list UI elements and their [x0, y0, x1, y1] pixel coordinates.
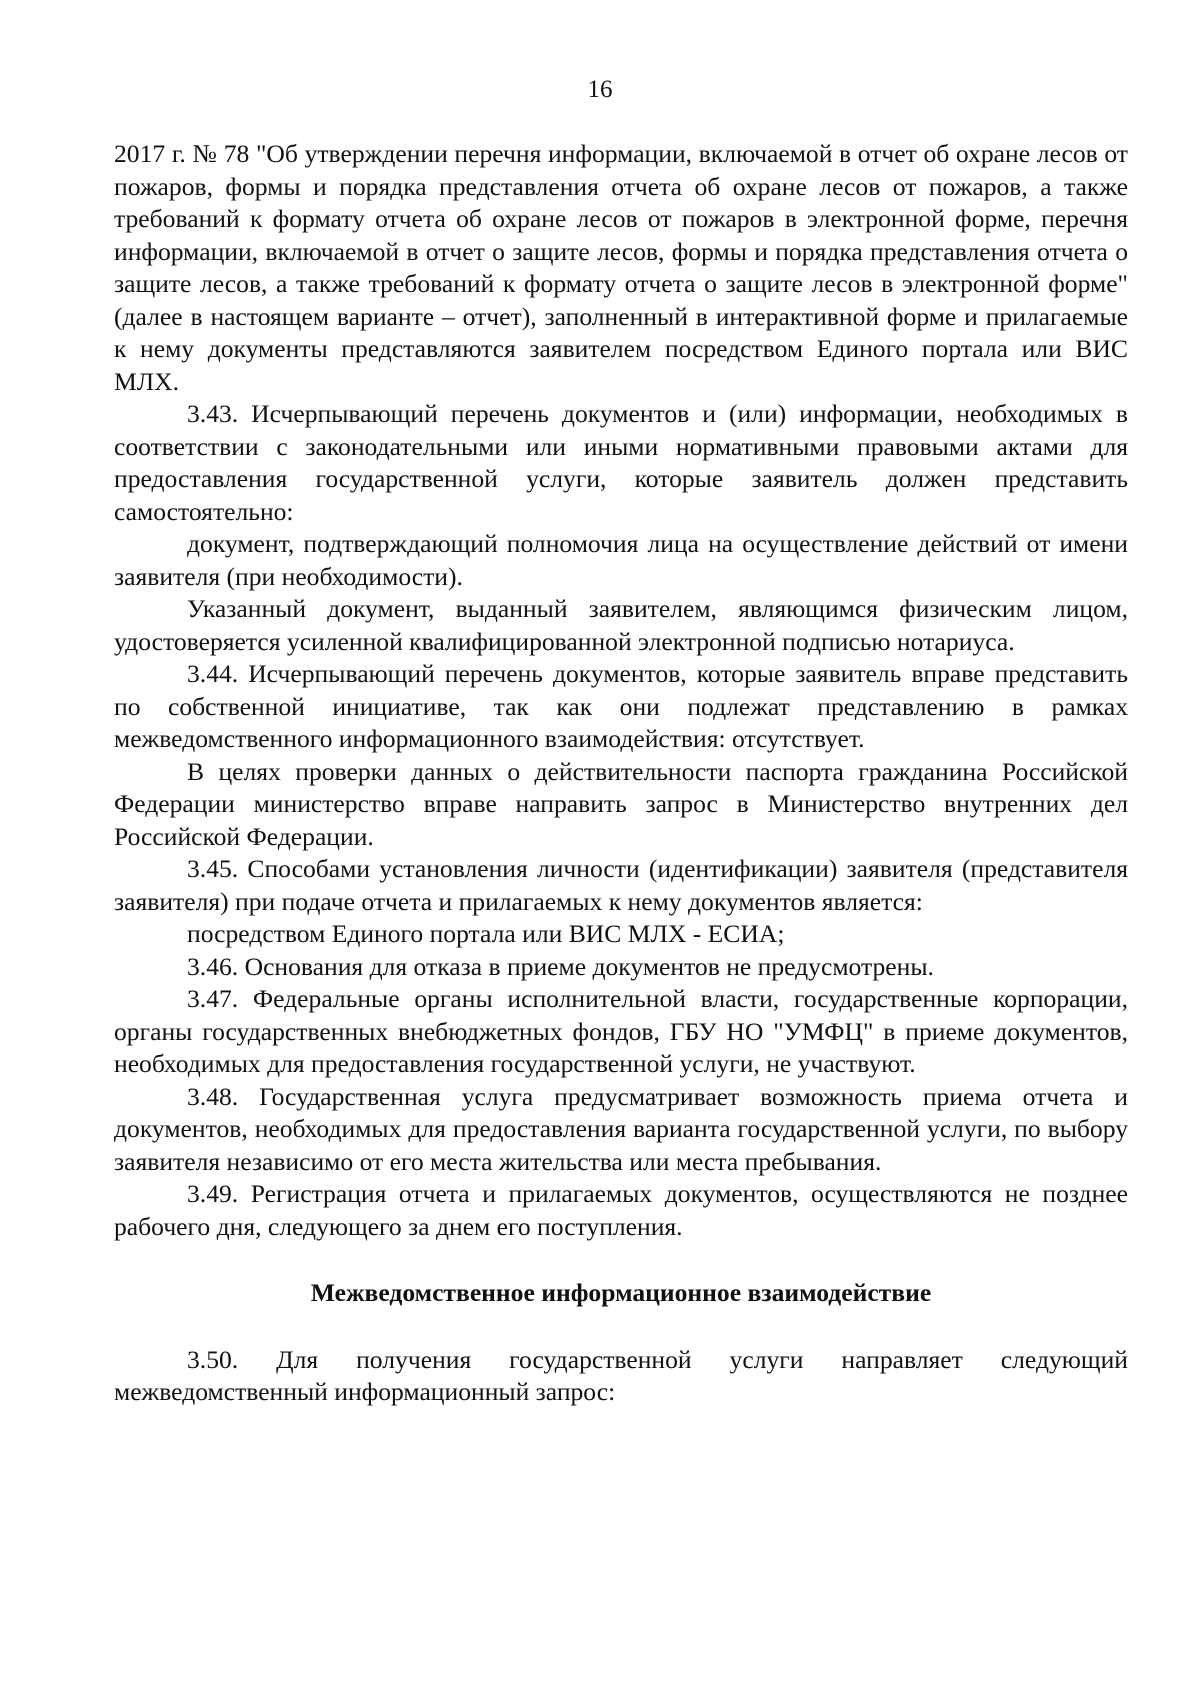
page-number: 16 [587, 76, 613, 103]
paragraph-continuation: 2017 г. № 78 "Об утверждении перечня информации, включаемой в отчет об охране лесов от пожаров, формы и порядка представления отчета об охране лесов от пожаров, а также требований к формату отчета об охране лесов от пожаров в электронной форме, перечня информации, включаемой в отчет о защите лесов, формы и порядка представления отчета о защите лесов, а также требований к формату отчета о защите лесов в электронной форме" (далее в настоящем варианте – отчет), заполненный в интерактивной форме и прилагаемые к нему документы представляются заявителем посредством Единого портала или ВИС МЛХ. [114, 139, 1128, 396]
paragraph-3-50: 3.50. Для получения государственной услуги направляет следующий межведомственный информационный запрос: [114, 1344, 1128, 1406]
paragraph-3-45-esia: посредством Единого портала или ВИС МЛХ - ЕСИА; [187, 919, 785, 948]
paragraph-3-44: 3.44. Исчерпывающий перечень документов, которые заявитель вправе представить по собственной инициативе, так как они подлежат представлению в рамках межведомственного информационного взаимодействия: отсутствует. [114, 659, 1128, 753]
paragraph-3-49: 3.49. Регистрация отчета и прилагаемых документов, осуществляются не позднее рабочего дня, следующего за днем его поступления. [114, 1179, 1128, 1241]
section-heading: Межведомственное информационное взаимодействие [310, 1278, 932, 1307]
paragraph-3-43: 3.43. Исчерпывающий перечень документов и (или) информации, необходимых в соответствии с законодательными или иными нормативными правовыми актами для предоставления государственной услуги, которые заявитель должен представить самостоятельно: [114, 399, 1128, 526]
paragraph-3-46: 3.46. Основания для отказа в приеме документов не предусмотрены. [187, 951, 934, 981]
paragraph-3-45: 3.45. Способами установления личности (идентификации) заявителя (представителя заявителя) при подаче отчета и прилагаемых к нему документов является: [114, 854, 1128, 916]
paragraph-3-44-passport: В целях проверки данных о действительности паспорта гражданина Российской Федерации министерство вправе направить запрос в Министерство внутренних дел Российской Федерации. [114, 756, 1128, 851]
document-body [114, 138, 1128, 1409]
paragraph-3-48: 3.48. Государственная услуга предусматривает возможность приема отчета и документов, необходимых для предоставления варианта государственной услуги, по выбору заявителя независимо от его места жительства или места пребывания. [114, 1081, 1128, 1176]
paragraph-3-43-document: документ, подтверждающий полномочия лица на осуществление действий от имени заявителя (при необходимости). [114, 529, 1128, 591]
paragraph-3-43-notary: Указанный документ, выданный заявителем, являющимся физическим лицом, удостоверяется усиленной квалифицированной электронной подписью нотариуса. [114, 594, 1128, 656]
paragraph-3-47: 3.47. Федеральные органы исполнительной власти, государственные корпорации, органы государственных внебюджетных фондов, ГБУ НО "УМФЦ" в приеме документов, необходимых для предоставления государственной услуги, не участвуют. [114, 984, 1128, 1078]
